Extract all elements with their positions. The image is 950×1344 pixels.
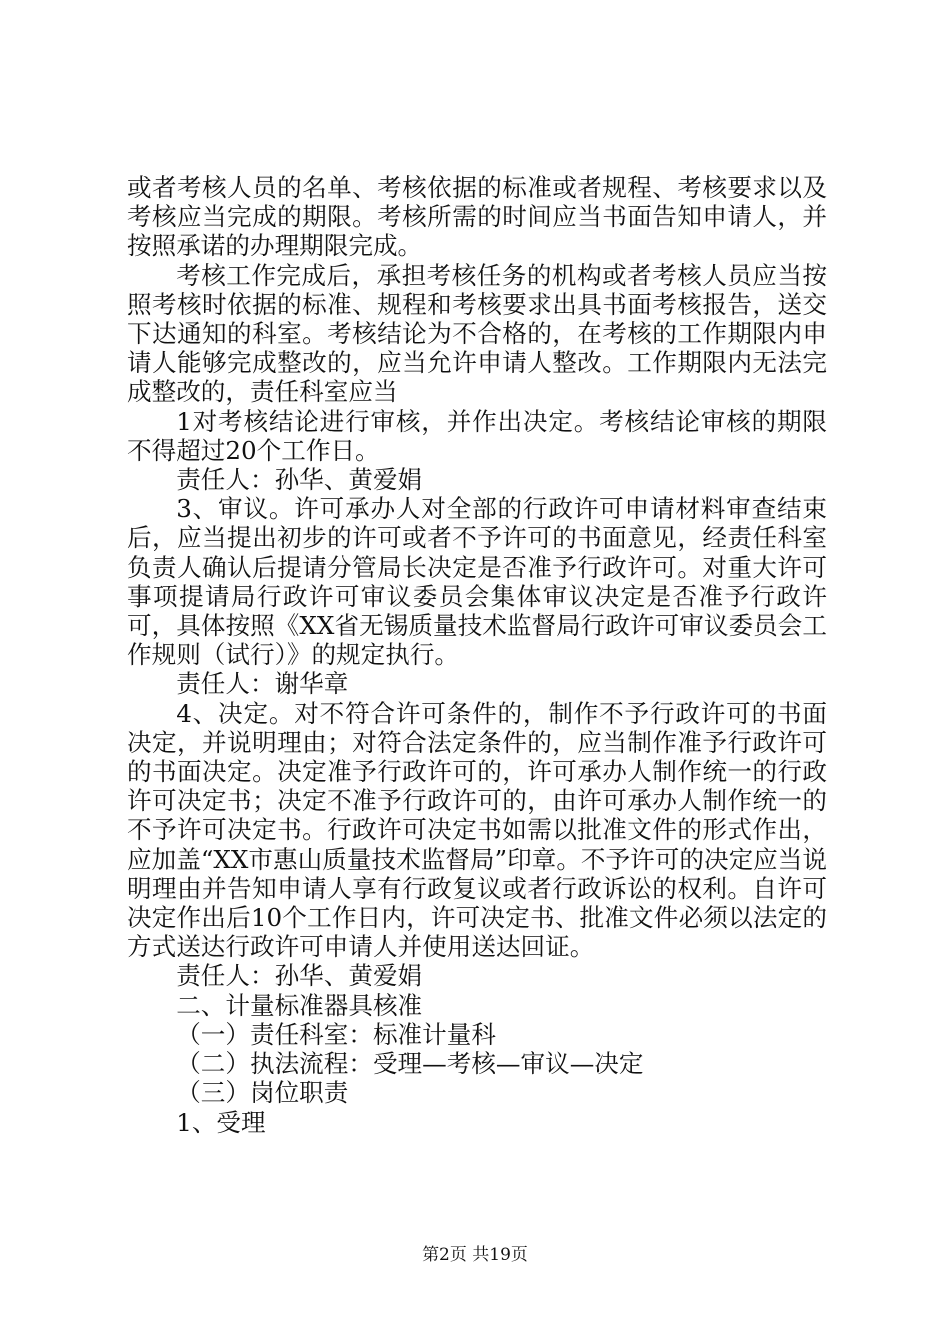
page-number-label: 第2页 共19页 — [422, 1245, 528, 1265]
paragraph-5: 3、审议。许可承办人对全部的行政许可申请材料审查结束后，应当提出初步的许可或者不予许可的书面意见，经责任科室负责人确认后提请分管局长决定是否准予行政许可。对重大许可事项提请局行政许可审议委员会集体审议决定是否准予行政许可，具体按照《XX省无锡质量技术监督局行政许可审议委员会工作规则（试行）》的规定执行。 — [127, 494, 827, 670]
paragraph-9: 二、计量标准器具核准 — [176, 990, 423, 1020]
paragraph-1: 或者考核人员的名单、考核依据的标准或者规程、考核要求以及考核应当完成的期限。考核所需的时间应当书面告知申请人，并按照承诺的办理期限完成。 — [127, 173, 827, 261]
paragraph-13: 1、受理 — [176, 1107, 266, 1137]
paragraph-3: 1对考核结论进行审核，并作出决定。考核结论审核的期限不得超过20个工作日。 — [127, 406, 827, 465]
paragraph-10: （一）责任科室：标准计量科 — [176, 1019, 496, 1049]
paragraph-6: 责任人：谢华章 — [176, 669, 349, 699]
paragraph-12: （三）岗位职责 — [176, 1078, 349, 1108]
paragraph-8: 责任人：孙华、黄爱娟 — [176, 961, 423, 991]
paragraph-11: （二）执法流程：受理—考核—审议—决定 — [176, 1049, 644, 1079]
paragraph-7: 4、决定。对不符合许可条件的，制作不予行政许可的书面决定，并说明理由；对符合法定条件的，应当制作准予行政许可的书面决定。决定准予行政许可的，许可承办人制作统一的行政许可决定书；决定不准予行政许可的，由许可承办人制作统一的不予许可决定书。行政许可决定书如需以批准文件的形式作出，应加盖“XX市惠山质量技术监督局”印章。不予许可的决定应当说明理由并告知申请人享有行政复议或者行政诉讼的权利。自许可决定作出后10个工作日内，许可决定书、批准文件必须以法定的方式送达行政许可申请人并使用送达回证。 — [127, 698, 827, 962]
paragraph-4: 责任人：孙华、黄爱娟 — [176, 465, 423, 495]
document-body — [127, 173, 827, 1137]
paragraph-2: 考核工作完成后，承担考核任务的机构或者考核人员应当按照考核时依据的标准、规程和考核要求出具书面考核报告，送交下达通知的科室。考核结论为不合格的，在考核的工作期限内申请人能够完成整改的，应当允许申请人整改。工作期限内无法完成整改的，责任科室应当 — [127, 260, 827, 407]
page-footer — [0, 1244, 950, 1266]
